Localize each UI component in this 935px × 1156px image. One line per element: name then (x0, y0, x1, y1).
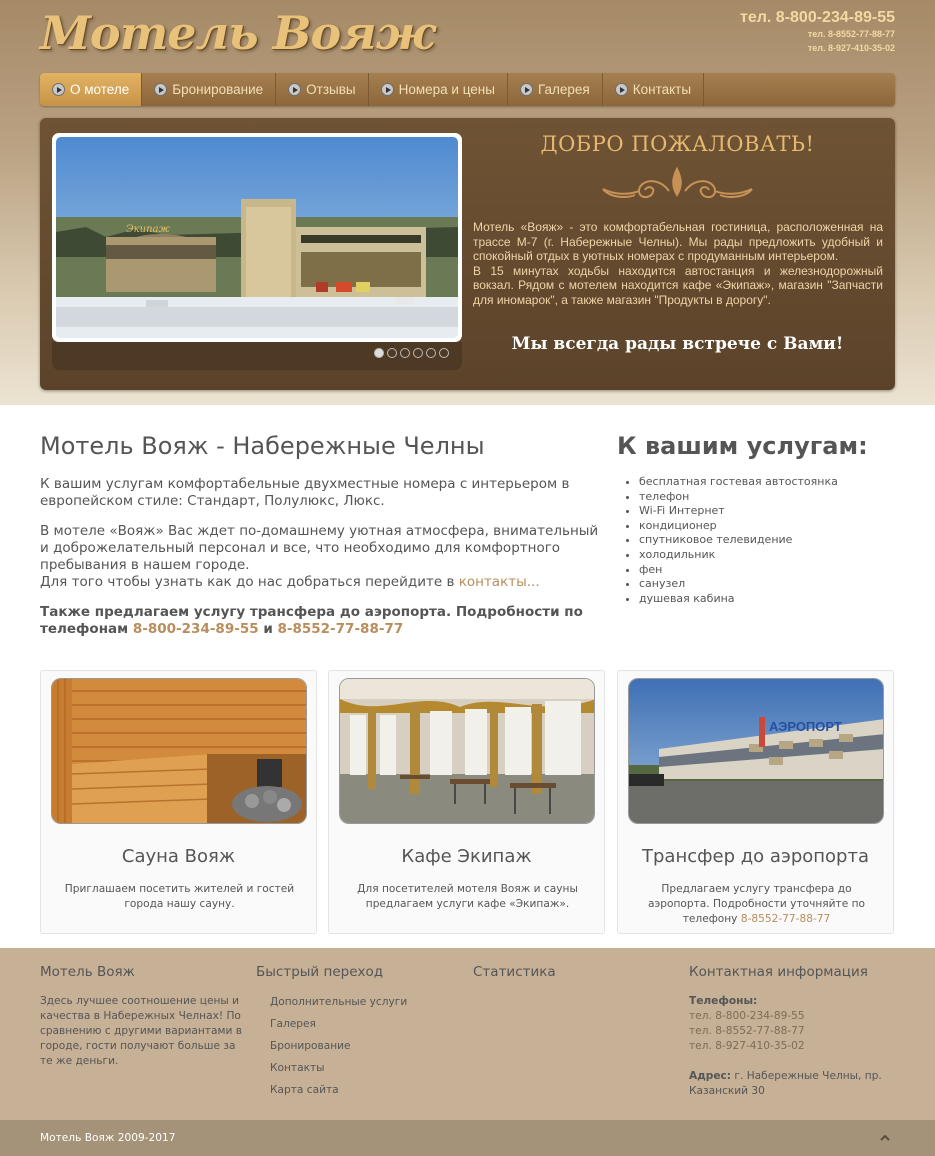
cafe-card[interactable] (328, 670, 605, 934)
play-bullet-icon (154, 83, 167, 96)
nav-label: Контакты (632, 82, 692, 97)
card-text (632, 882, 881, 927)
nav-item-gallery[interactable] (508, 73, 603, 106)
sauna-card[interactable] (40, 670, 317, 934)
airport-sign-text: АЭРОПОРТ (769, 719, 842, 734)
service-item: • бесплатная гостевая автостоянка (639, 475, 838, 490)
footer-quick-links (256, 964, 407, 1101)
nav-item-rooms[interactable] (369, 73, 508, 106)
service-item: • спутниковое телевидение (639, 533, 838, 548)
nav-item-about[interactable] (40, 73, 142, 106)
footer-link-gallery[interactable]: Галерея (270, 1018, 316, 1030)
footer-link-sitemap[interactable]: Карта сайта (270, 1084, 339, 1096)
transfer-text: Также предлагаем услугу трансфера до аэропорта. Подробности по телефонам (40, 604, 583, 637)
hero-paragraph: В 15 минутах ходьбы находится автостанция и железнодорожный вокзал. Рядом с мотелем находится кафе «Экипаж», магазин "Запчасти для иномарок", а также магазин "Продукты в дорогу". (473, 263, 883, 307)
services-title: К вашим услугам: (617, 432, 868, 460)
address-label: Адрес: (689, 1070, 732, 1082)
nav-label: Бронирование (172, 82, 264, 97)
hero-slogan: Мы всегда рады встрече с Вами! (511, 334, 844, 354)
slider-dot[interactable] (413, 348, 423, 358)
footer-stats-title: Статистика (473, 964, 556, 980)
nav-item-booking[interactable] (142, 73, 276, 106)
footer-about (40, 964, 250, 1069)
nav-label: Номера и цены (398, 82, 495, 97)
cafe-photo[interactable] (339, 678, 595, 824)
slider-dot[interactable] (439, 348, 449, 358)
card-text: Для посетителей мотеля Вояж и сауны предлагаем услуги кафе «Экипаж». (357, 883, 578, 910)
address-text: г. Набережные Челны, пр. Казанский 30 (689, 1070, 882, 1097)
footer-phone[interactable]: тел. 8-800-234-89-55 (689, 1010, 805, 1022)
footer-quick-title: Быстрый переход (256, 964, 384, 980)
directions-text: Для того чтобы узнать как до нас добраться перейдите в (40, 574, 459, 590)
footer-about-title: Мотель Вояж (40, 964, 135, 980)
footer-contact-title: Контактная информация (689, 964, 868, 980)
footer-link-services[interactable]: Дополнительные услуги (270, 996, 408, 1008)
bottom-bar (0, 1120, 935, 1156)
nav-label: Галерея (537, 82, 590, 97)
transfer-and: и (258, 621, 278, 637)
phones-label: Телефоны: (689, 995, 758, 1007)
chevron-up-icon[interactable] (879, 1132, 891, 1144)
hero-panel (40, 118, 895, 390)
main-text (40, 476, 608, 651)
footer-address (689, 1069, 935, 1099)
ornament-divider-icon (595, 165, 760, 207)
slider-dot[interactable] (374, 348, 384, 358)
footer-about-text: Здесь лучшее соотношение цены и качества в Набережных Челнах! По сравнению с другими вариантами в городе, гости получают больше за те же деньги. (40, 995, 242, 1067)
footer-phone[interactable]: тел. 8-8552-77-88-77 (689, 1025, 805, 1037)
hero-description (473, 220, 883, 308)
service-item: • санузел (639, 577, 838, 592)
footer-link-contacts[interactable]: Контакты (270, 1062, 325, 1074)
play-bullet-icon (615, 83, 628, 96)
nav-label: Отзывы (306, 82, 356, 97)
main-nav (40, 73, 895, 106)
header-phones (740, 9, 895, 55)
building-sign-text: Экипаж (126, 224, 170, 235)
site-logo[interactable]: Мотель Вояж (40, 6, 435, 60)
footer-phone[interactable]: тел. 8-927-410-35-02 (689, 1040, 805, 1052)
hero-paragraph: Мотель «Вояж» - это комфортабельная гостиница, расположенная на трассе М-7 (г. Набережные Челны). Мы рады предложить удобный и спокойный отдых в уютных номерах с продуманным интерьером. (473, 220, 883, 264)
card-title[interactable]: Кафе Экипаж (401, 846, 532, 867)
nav-item-contacts[interactable] (603, 73, 704, 106)
slider-dot[interactable] (426, 348, 436, 358)
service-item: • душевая кабина (639, 592, 838, 607)
services-list (639, 475, 838, 606)
play-bullet-icon (520, 83, 533, 96)
atmosphere-text: В мотеле «Вояж» Вас ждет по-домашнему уютная атмосфера, внимательный и доброжелательный персонал и все, что необходимо для комфортного пребывания в нашем городе. (40, 523, 599, 573)
hero-slider[interactable] (52, 133, 462, 342)
service-item: • кондиционер (639, 519, 838, 534)
transfer-phone-link[interactable]: 8-8552-77-88-77 (740, 913, 831, 925)
card-text-content: Предлагаем услугу трансфера до аэропорта. Подробности уточняйте по телефону (647, 883, 866, 925)
page-title: Мотель Вояж - Набережные Челны (40, 432, 485, 460)
transfer-paragraph (40, 604, 608, 638)
footer-link-booking[interactable]: Бронирование (270, 1040, 351, 1052)
card-title[interactable]: Сауна Вояж (121, 846, 236, 867)
slider-dot[interactable] (387, 348, 397, 358)
motel-building-photo (56, 137, 458, 338)
service-item: • фен (639, 563, 838, 578)
airport-photo[interactable] (628, 678, 884, 824)
copyright: Мотель Вояж 2009-2017 (40, 1132, 176, 1144)
card-text: Приглашаем посетить жителей и гостей города нашу сауну. (64, 883, 295, 910)
quick-links-list (256, 991, 407, 1101)
atmosphere-paragraph (40, 523, 608, 591)
card-title[interactable]: Трансфер до аэропорта (642, 846, 869, 867)
welcome-title: ДОБРО ПОЖАЛОВАТЬ! (540, 132, 815, 156)
nav-item-reviews[interactable] (276, 73, 368, 106)
phone-secondary[interactable]: тел. 8-8552-77-88-77 (807, 29, 895, 39)
transfer-phone-link[interactable]: 8-8552-77-88-77 (277, 621, 404, 637)
footer-contact-info (689, 994, 935, 1099)
play-bullet-icon (288, 83, 301, 96)
intro-paragraph: К вашим услугам комфортабельные двухместные номера с интерьером в европейском стиле: Стандарт, Полулюкс, Люкс. (40, 476, 570, 509)
phone-main[interactable]: тел. 8-800-234-89-55 (740, 9, 895, 26)
sauna-photo[interactable] (51, 678, 307, 824)
play-bullet-icon (381, 83, 394, 96)
service-item: • холодильник (639, 548, 838, 563)
phone-mobile[interactable]: тел. 8-927-410-35-02 (807, 43, 895, 53)
service-item: • Wi-Fi Интернет (639, 504, 838, 519)
contacts-link[interactable]: контакты... (458, 574, 540, 590)
footer-stats (473, 964, 556, 994)
footer-contacts (689, 964, 935, 1099)
footer (0, 948, 935, 1120)
service-item: • телефон (639, 490, 838, 505)
play-bullet-icon (52, 83, 65, 96)
slider-pagination (374, 348, 449, 358)
slider-dot[interactable] (400, 348, 410, 358)
nav-label: О мотеле (70, 82, 130, 97)
transfer-card[interactable] (617, 670, 894, 934)
transfer-phone-link[interactable]: 8-800-234-89-55 (132, 621, 259, 637)
